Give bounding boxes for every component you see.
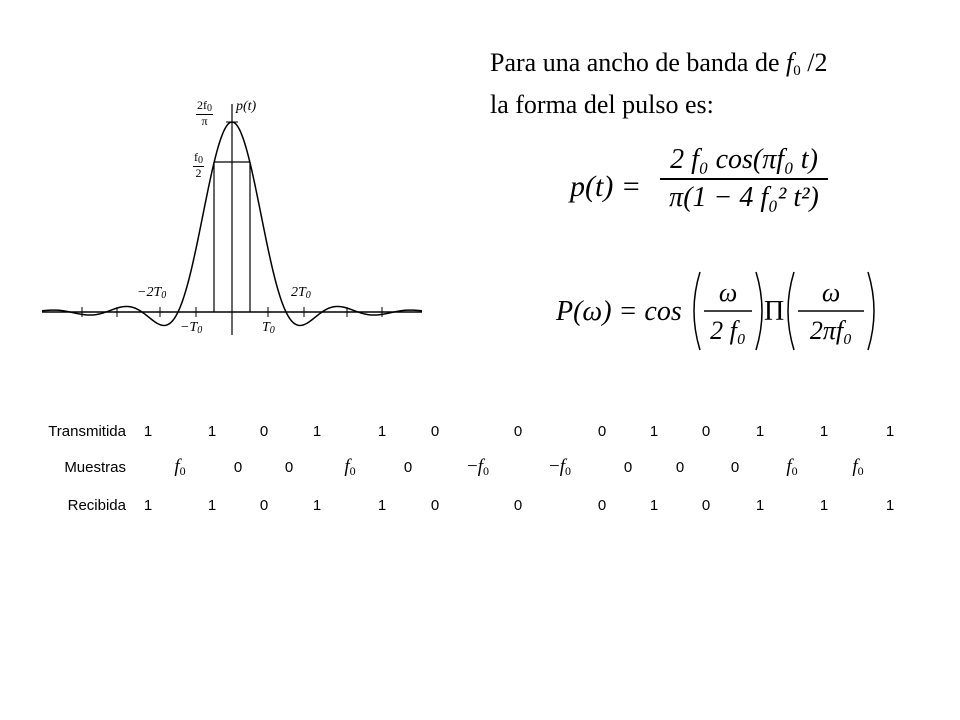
table-cell: 1 [649, 497, 659, 514]
table-cell: 0 [597, 497, 607, 514]
table-cell: 1 [755, 497, 765, 514]
plot-half-label: $\frac{f_0}{2}$ [194, 150, 203, 180]
heading-line-1-text: Para una ancho de banda de [490, 48, 786, 77]
row-label-transmitida: Transmitida [48, 423, 126, 440]
table-cell: 1 [377, 423, 387, 440]
plot-tick-label-pos-t: $T_0$ [262, 320, 275, 336]
table-cell: 1 [649, 423, 659, 440]
table-cell: 0 [513, 423, 523, 440]
table-cell: $-f_0$ [467, 456, 489, 478]
table-cell: 0 [259, 423, 269, 440]
heading-f-symbol: f [785, 48, 794, 77]
table-cell: 1 [207, 423, 217, 440]
plot-tick-label-pos-2t: $2T_0$ [291, 285, 311, 301]
table-cell: 0 [730, 459, 740, 476]
equation-pt-denominator: π(1 − 4 f₀² t²) [669, 182, 819, 213]
table-cell: 1 [885, 497, 895, 514]
table-cell: 1 [143, 423, 153, 440]
plot-y-label: p(t) [236, 99, 257, 114]
table-cell: $-f_0$ [549, 456, 571, 478]
equation-pw-frac2-denominator: 2πf₀ [809, 316, 853, 345]
plot-tick-label-neg-t: $-T_0$ [180, 320, 203, 336]
row-label-muestras: Muestras [64, 459, 126, 476]
table-cell: 1 [819, 423, 829, 440]
table-cell: $f_0$ [344, 456, 356, 478]
table-cell: 0 [701, 497, 711, 514]
equation-pw-lhs: P(ω) = cos [556, 296, 682, 327]
table-cell: 1 [819, 497, 829, 514]
equation-pt-fraction [660, 144, 828, 214]
table-cell: 1 [312, 423, 322, 440]
plot-tick-label-neg-2t: $-2T_0$ [137, 285, 167, 301]
table-cell: $f_0$ [852, 456, 864, 478]
heading-line-1 [490, 46, 827, 88]
equation-pw-frac1-denominator: 2 f₀ [710, 316, 746, 345]
table-cell: 0 [597, 423, 607, 440]
table-cell: $f_0$ [786, 456, 798, 478]
table-cell: 1 [207, 497, 217, 514]
table-cell: 1 [377, 497, 387, 514]
slide-heading [490, 46, 827, 122]
table-cell: 1 [312, 497, 322, 514]
table-cell: 0 [284, 459, 294, 476]
table-cell: 0 [403, 459, 413, 476]
table-cell: $f_0$ [174, 456, 186, 478]
row-label-recibida: Recibida [67, 497, 126, 514]
table-cell: 0 [259, 497, 269, 514]
table-cell: 0 [430, 497, 440, 514]
heading-f-subscript: 0 [793, 63, 801, 79]
table-cell: 1 [885, 423, 895, 440]
table-cell: 0 [513, 497, 523, 514]
table-cell: 1 [143, 497, 153, 514]
heading-line-1-suffix: /2 [800, 48, 828, 77]
equation-pw-frac1-numerator: ω [718, 278, 738, 307]
table-cell: 0 [430, 423, 440, 440]
pulse-shape-plot [30, 90, 440, 350]
equation-pt-lhs: p(t) = [570, 170, 642, 203]
equation-pw-frac2-numerator: ω [821, 278, 841, 307]
table-cell: 0 [233, 459, 243, 476]
table-cell: 0 [675, 459, 685, 476]
table-cell: 0 [701, 423, 711, 440]
heading-line-2: la forma del pulso es: [490, 90, 714, 119]
equation-pw-rect-symbol: Π [764, 296, 785, 327]
table-cell: 1 [755, 423, 765, 440]
plot-peak-label: $\frac{2f_0}{\pi}$ [197, 98, 212, 128]
equation-pt-numerator: 2 f₀ cos(πf₀ t) [660, 144, 828, 180]
table-cell: 0 [623, 459, 633, 476]
